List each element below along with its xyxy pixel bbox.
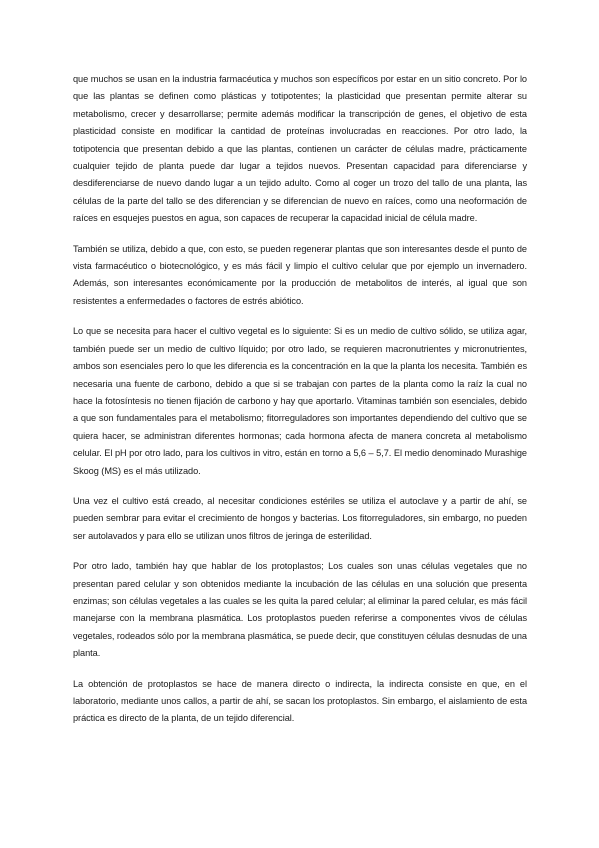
paragraph-4: Una vez el cultivo está creado, al necesitar condiciones estériles se utiliza el autoclave y a partir de ahí, se pueden sembrar para evitar el crecimiento de hongos y bacterias. Los fitorreguladores, sin embargo, no pueden ser autolavados y para ello se utilizan unos filtros de jeringa de esterilidad. (73, 495, 527, 541)
document-body (73, 71, 527, 741)
paragraph-3: Lo que se necesita para hacer el cultivo vegetal es lo siguiente: Si es un medio de cultivo sólido, se utiliza agar, también puede ser un medio de cultivo líquido; por otro lado, se requieren macronutrientes y micronutrientes, ambos son esenciales pero lo que les diferencia es la concentración en la que la planta los necesita. También es necesaria una fuente de carbono, debido a que si se trabajan con partes de la planta como la raíz la cual no hace la fotosíntesis no tienen fijación de carbono y hay que aportarlo. Vitaminas también son esenciales, debido a que son fundamentales para el metabolismo; fitorreguladores son importantes dependiendo del cultivo que se quiera hacer, se administran diferentes hormonas; cada hormona afecta de manera concreta al metabolismo celular. El pH por otro lado, para los cultivos in vitro, están en torno a 5,6 – 5,7. El medio denominado Murashige Skoog (MS) es el más utilizado. (73, 326, 527, 476)
paragraph-2: También se utiliza, debido a que, con esto, se pueden regenerar plantas que son interesantes desde el punto de vista farmacéutico o biotecnológico, y es más fácil y limpio el cultivo celular que por ejemplo un invernadero. Además, son interesantes económicamente por la producción de metabolitos de interés, al igual que son resistentes a enfermedades o factores de estrés abiótico. (73, 243, 527, 306)
paragraph-1: que muchos se usan en la industria farmacéutica y muchos son específicos por estar en un sitio concreto. Por lo que las plantas se definen como plásticas y totipotentes; la plasticidad que presentan permite alterar su metabolismo, crecer y desarrollarse; permite además modificar la transcripción de genes, el objetivo de esta plasticidad consiste en modificar la cantidad de proteínas involucradas en reacciones. Por otro lado, la totipotencia que presentan debido a que las plantas, contienen un carácter de células madre, prácticamente cualquier tejido de planta puede dar lugar a tejidos nuevos. Presentan capacidad para diferenciarse y desdiferenciarse de nuevo dando lugar a un tejido adulto. Como al coger un trozo del tallo de una planta, las células de la parte del tallo se des diferencian y se diferencian de nuevo en raíces, como una neoformación de raíces en esquejes puestos en agua, son capaces de recuperar la capacidad inicial de célula madre. (73, 74, 527, 224)
paragraph-5: Por otro lado, también hay que hablar de los protoplastos; Los cuales son unas células vegetales que no presentan pared celular y son obtenidos mediante la incubación de las células en una solución que presenta enzimas; son células vegetales a las cuales se les quita la pared celular; al eliminar la pared celular, es más fácil manejarse con la membrana plasmática. Los protoplastos pueden referirse a componentes vivos de células vegetales, rodeados sólo por la membrana plasmática, se puede decir, que constituyen células desnudas de una planta. (73, 561, 527, 659)
paragraph-6: La obtención de protoplastos se hace de manera directo o indirecta, la indirecta consiste en que, en el laboratorio, mediante unos callos, a partir de ahí, se sacan los protoplastos. Sin embargo, el aislamiento de esta práctica es directo de la planta, de un tejido diferencial. (73, 678, 527, 724)
